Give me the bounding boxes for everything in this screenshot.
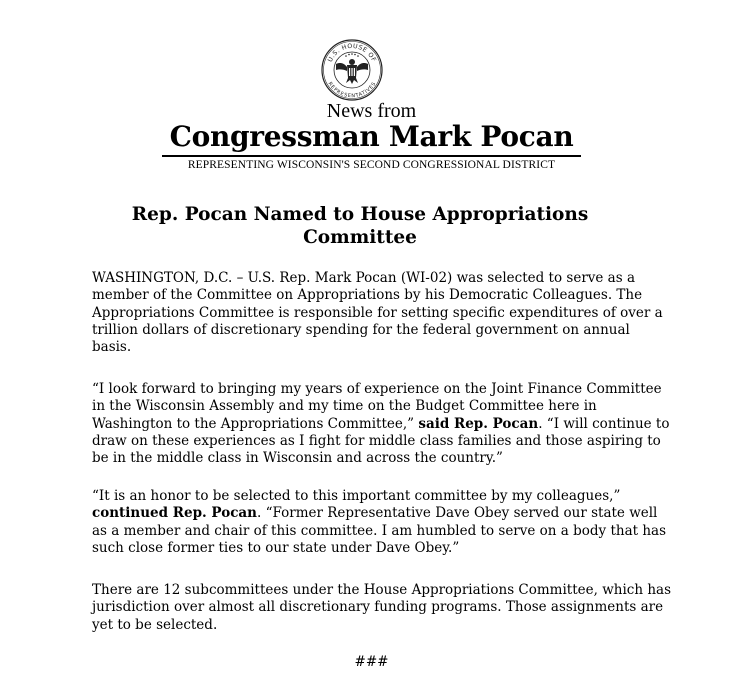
seal-text-top: U.S. HOUSE OF	[326, 42, 378, 64]
paragraph-2-continuation: . “I will continue to draw on these experiences as I fight for middle class families and those aspiring to be in the middle class in Wisconsin and across the country.”	[92, 415, 670, 467]
paragraph-2-attribution: said Rep. Pocan	[418, 415, 539, 432]
paragraph-1: WASHINGTON, D.C. – U.S. Rep. Mark Pocan (WI-02) was selected to serve as a member of the Committee on Appropriations by his Democratic Colleagues. The Appropriations Committee is responsible for setting specific expenditures of over a trillion dollars of discretionary spending for the federal government on annual basis.	[92, 270, 663, 356]
congressman-name: Congressman Mark Pocan	[169, 120, 574, 153]
headline-line-1: Rep. Pocan Named to House Appropriations	[131, 204, 589, 225]
paragraph-3-quote: “It is an honor to be selected to this important committee by my colleagues,”	[92, 488, 621, 504]
headline-line-2: Committee	[303, 227, 417, 248]
seal-text-bottom: REPRESENTATIVES	[326, 81, 378, 100]
district-label: REPRESENTING WISCONSIN'S SECOND CONGRESSIONAL DISTRICT	[187, 159, 556, 171]
paragraph-2	[92, 381, 672, 467]
press-release-headline	[60, 203, 660, 249]
end-of-release-mark: ###	[354, 654, 389, 670]
paragraph-3-attribution: continued Rep. Pocan	[92, 505, 257, 522]
paragraph-3-continuation: . “Former Representative Dave Obey served our state well as a member and chair of this committee. I am humbled to serve on a body that has such close former ties to our state under Dave Obey.”	[92, 505, 667, 556]
paragraph-3	[92, 488, 672, 557]
paragraph-4: There are 12 subcommittees under the House Appropriations Committee, which has jurisdiction over almost all discretionary funding programs. Those assignments are yet to be selected.	[92, 582, 671, 633]
paragraph-2-quote: “I look forward to bringing my years of experience on the Joint Finance Committee in the Wisconsin Assembly and my time on the Budget Committee here in Washington to the Appropriations Committee,”	[92, 381, 662, 432]
house-seal-icon	[320, 38, 384, 102]
letterhead-divider	[162, 155, 581, 157]
news-from-label: News from	[326, 100, 417, 122]
